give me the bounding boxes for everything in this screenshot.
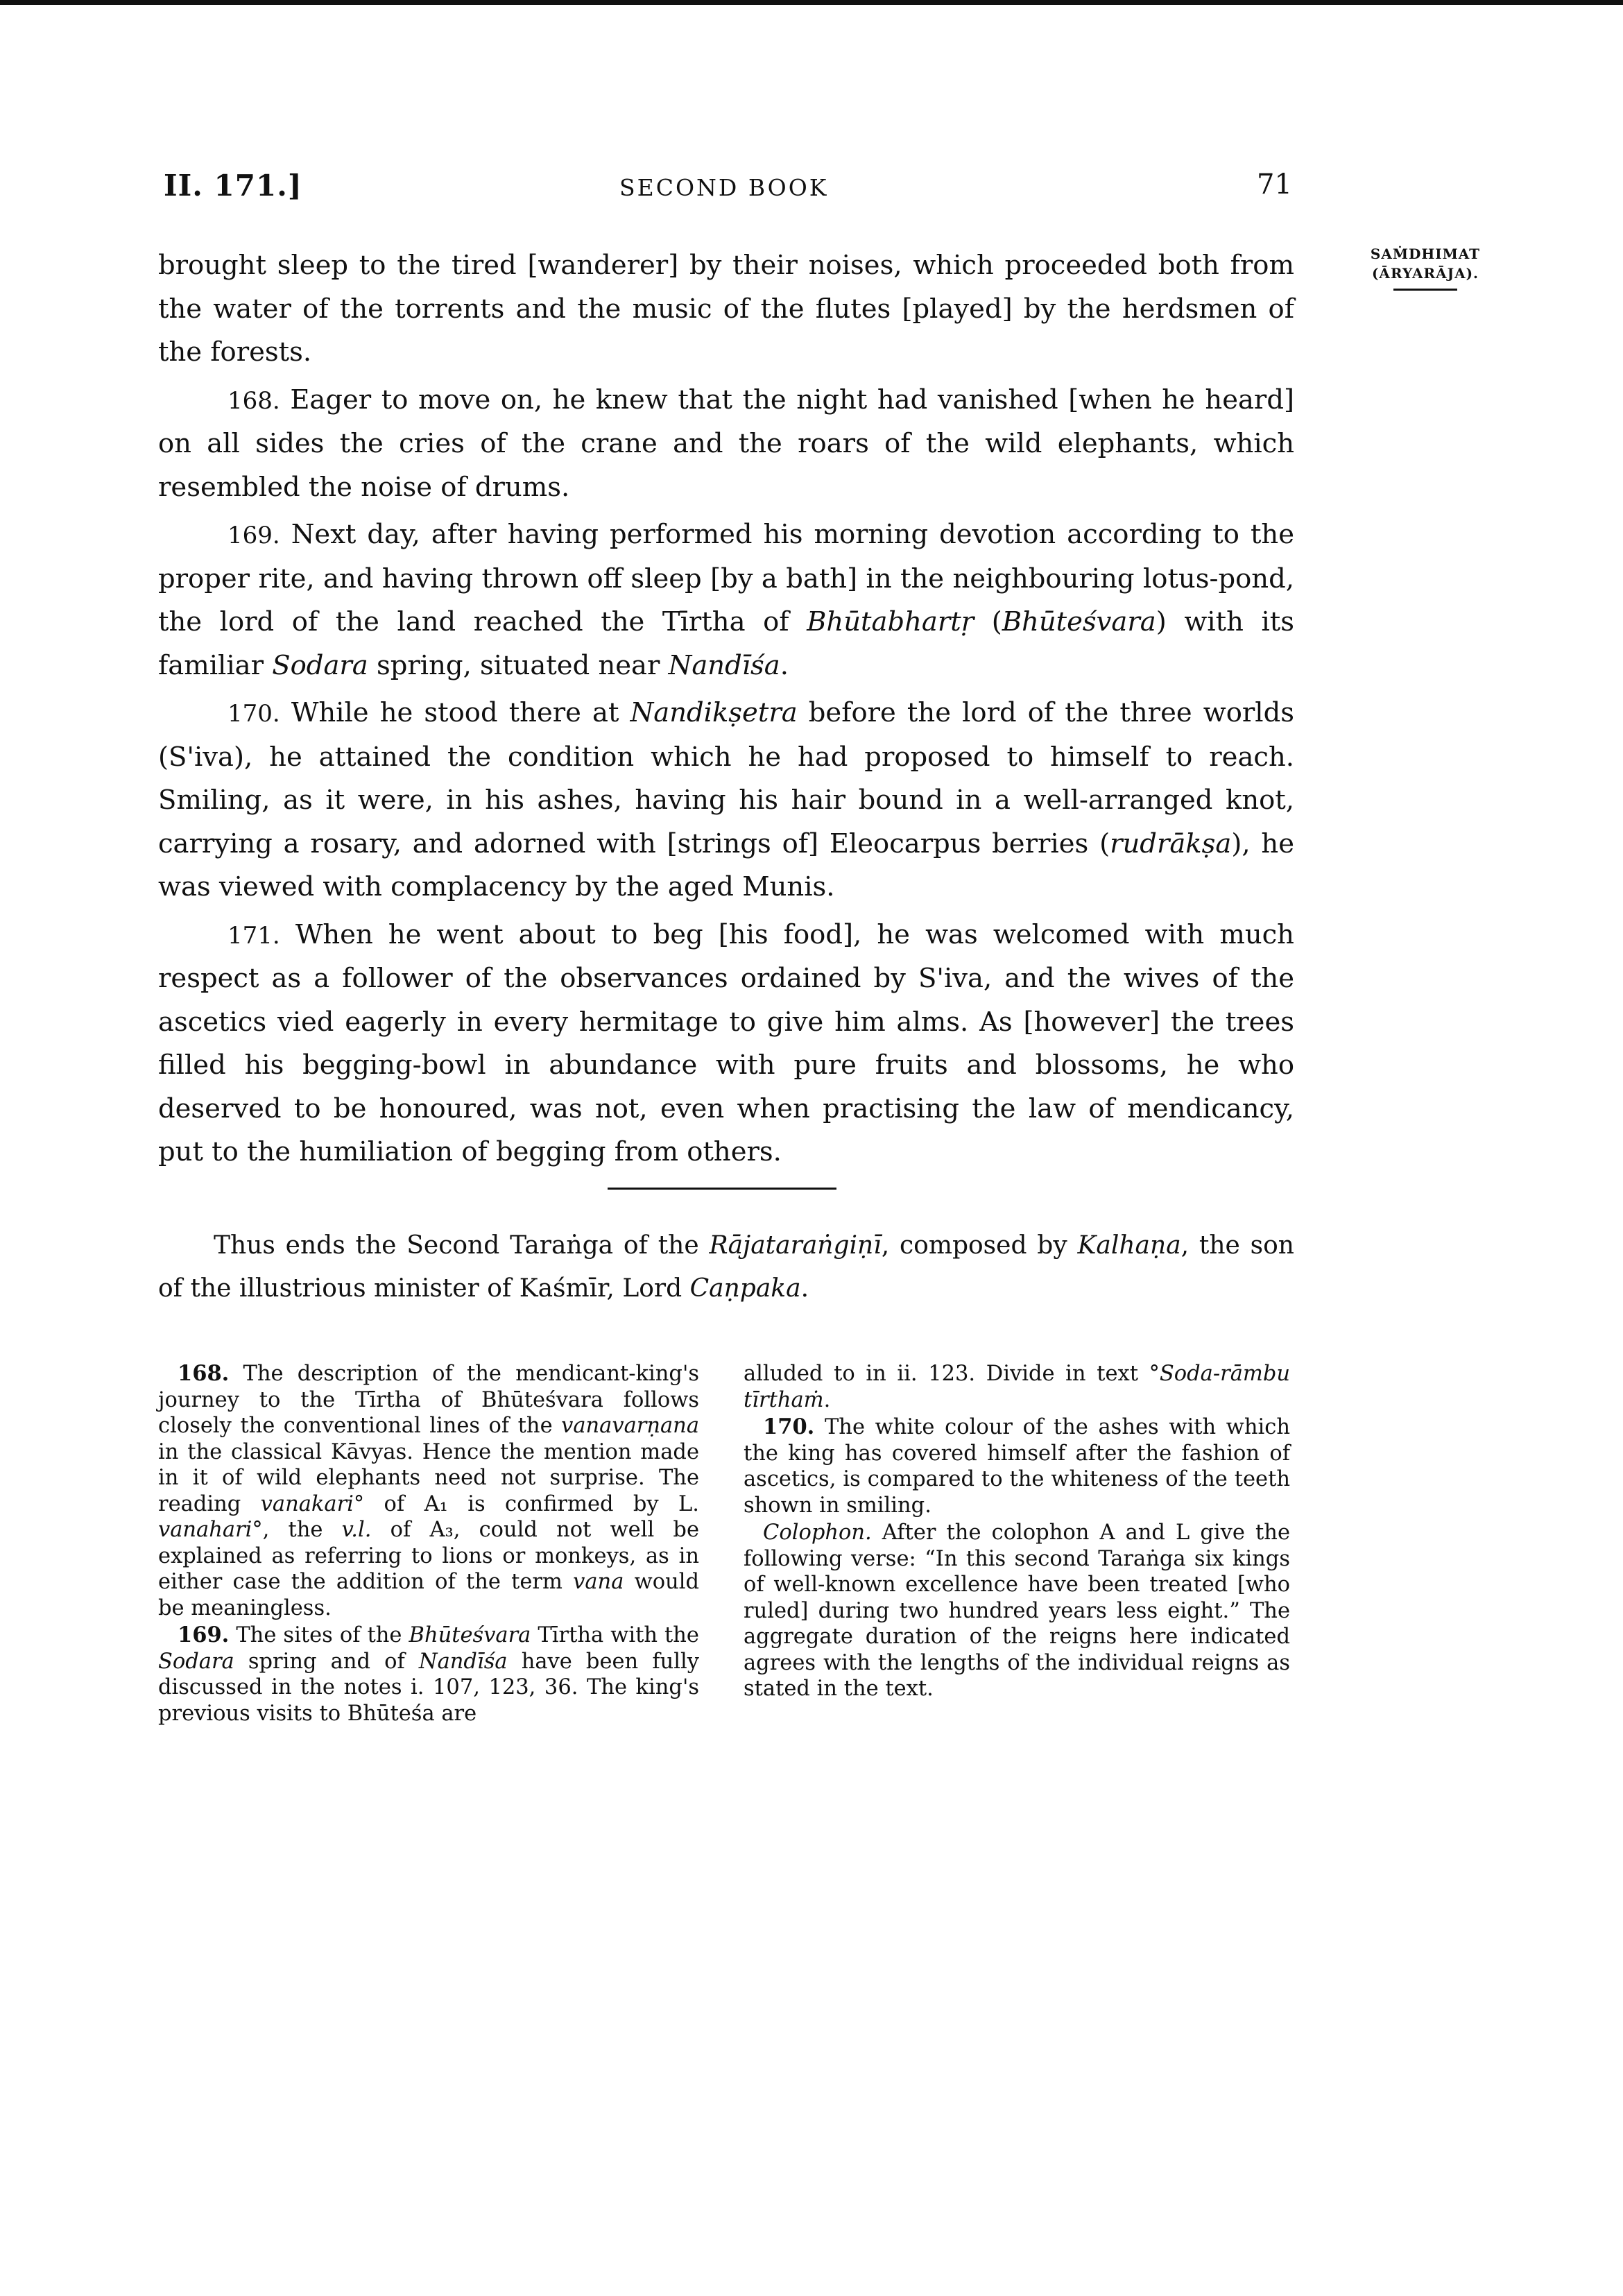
margin-note-alias: (ĀRYARĀJA). [1371, 265, 1479, 282]
italic-term: Rājataraṅgiṇī [709, 1231, 882, 1260]
footnote-169-continued [744, 1361, 1290, 1413]
footnotes-right-column [744, 1361, 1290, 1704]
paragraph-text: Eager to move on, he knew that the night had vanished [when he heard] on all sides the cries of the crane and the roars of the wild elephants, which resembled the noise of drums. [158, 384, 1294, 503]
italic-term: Bhūtabhartṛ [807, 606, 974, 637]
paragraph-text: When he went about to beg [his food], he was welcomed with much respect as a follower of the observances ordained by S'iva, and the wives of the ascetics vied eagerly in every hermitage to give him alms. As [however] the trees filled his begging-bowl in abundance with pure fruits and blossoms, he who deserved to be honoured, was not, even when practising the law of mendicancy, put to the humiliation of begging from others. [158, 918, 1294, 1167]
italic-term: Caṇpaka [689, 1274, 801, 1303]
paragraph-number: 169. [227, 522, 280, 549]
footnote-text: alluded to in ii. 123. Divide in text °Soda-rāmbu tīrthaṁ. [744, 1362, 1290, 1412]
paragraph-number: 168. [227, 386, 280, 415]
colophon: Thus ends the Second Taraṅga of the Rājataraṅgiṇī, composed by Kalhaṇa, the son of the illustrious minister of Kaśmīr, Lord Caṇpaka. [158, 1231, 1294, 1303]
running-head [0, 169, 1623, 210]
paragraph-169 [158, 513, 1294, 687]
paragraph-168 [158, 379, 1294, 510]
italic-term: Nandīśa [668, 649, 780, 681]
italic-term: Nandīśa [418, 1649, 508, 1674]
italic-term: Nandikṣetra [630, 697, 798, 728]
book-title: SECOND BOOK [619, 174, 829, 201]
top-edge-rule [0, 0, 1623, 5]
footnote-number: 169. [178, 1622, 230, 1647]
footnote-169 [158, 1622, 699, 1727]
italic-term: Sodara [158, 1649, 234, 1674]
paragraph-171 [158, 914, 1294, 1174]
footnote-number: 168. [178, 1361, 230, 1386]
italic-term: vanakari [260, 1491, 354, 1516]
italic-term: vanavarṇana [561, 1414, 699, 1438]
italic-term: vana [573, 1570, 624, 1594]
italic-term: vanahari [158, 1518, 252, 1542]
paragraph-number: 171. [227, 921, 280, 950]
paragraph-170 [158, 692, 1294, 909]
footnote-colophon [744, 1520, 1290, 1702]
italic-term: rudrākṣa [1110, 828, 1232, 859]
paragraph-continuation [158, 244, 1294, 375]
paragraph-text: While he stood there at Nandikṣetra before the lord of the three worlds (S'iva), he attained the condition which he had proposed to himself to reach. Smiling, as it were, in his ashes, having his hair bound in a well-arranged knot, carrying a rosary, and adorned with [strings of] Eleocarpus berries (rudrākṣa), he was viewed with complacency by the aged Munis. [158, 697, 1294, 902]
paragraph-number: 170. [227, 700, 280, 728]
paragraph-text: Next day, after having performed his morning devotion according to the proper rite, and having thrown off sleep [by a bath] in the neighbouring lotus-pond, the lord of the land reached the Tīrtha of Bhūtabhartṛ (Bhūteśvara) with its familiar Sodara spring, situated near Nandīśa. [158, 519, 1295, 681]
margin-note-king: SAṀDHIMAT [1370, 246, 1481, 262]
section-separator-rule [608, 1188, 836, 1190]
italic-term: v.l. [341, 1518, 372, 1542]
page-number: 71 [1257, 169, 1292, 200]
italic-term: Kalhaṇa [1077, 1231, 1181, 1260]
chapter-verse-reference: II. 171.] [164, 169, 302, 203]
italic-term: Bhūteśvara [1002, 606, 1156, 637]
footnote-170 [744, 1414, 1290, 1518]
footnotes-left-column [158, 1361, 699, 1728]
italic-term: Soda-rāmbu tīrthaṁ [744, 1362, 1290, 1412]
italic-term: Colophon. [763, 1520, 872, 1545]
main-text [158, 244, 1294, 1179]
margin-note [1352, 244, 1498, 291]
paragraph-text: brought sleep to the tired [wanderer] by their noises, which proceeded both from the water of the torrents and the music of the flutes [played] by the herdsmen of the forests. [158, 250, 1294, 368]
footnote-text: The description of the mendicant-king's journey to the Tīrtha of Bhūteśvara follows closely the conventional lines of the vanavarṇana in the classical Kāvyas. Hence the mention made in it of wild elephants need not surprise. The reading vanakari° of A₁ is confirmed by L. vanahari°, the v.l. of A₃, could not well be explained as referring to lions or monkeys, as in either case the addition of the term vana would be meaningless. [158, 1362, 699, 1620]
margin-note-rule [1393, 289, 1457, 291]
footnote-text: Colophon. After the colophon A and L give the following verse: “In this second Taraṅga six kings of well-known excellence have been treated [who ruled] during two hundred years less eight.” The aggregate duration of the reigns here indicated agrees with the lengths of the individual reigns as stated in the text. [744, 1520, 1290, 1701]
footnote-text: The sites of the Bhūteśvara Tīrtha with the Sodara spring and of Nandīśa have been fully discussed in the notes i. 107, 123, 36. The king's previous visits to Bhūteśa are [158, 1623, 699, 1726]
italic-term: Sodara [272, 649, 368, 681]
italic-term: Bhūteśvara [409, 1623, 531, 1647]
footnote-number: 170. [763, 1414, 815, 1439]
footnote-text: The white colour of the ashes with which the king has covered himself after the fashion of ascetics, is compared to the whiteness of the teeth shown in smiling. [744, 1415, 1290, 1518]
footnote-168 [158, 1361, 699, 1621]
